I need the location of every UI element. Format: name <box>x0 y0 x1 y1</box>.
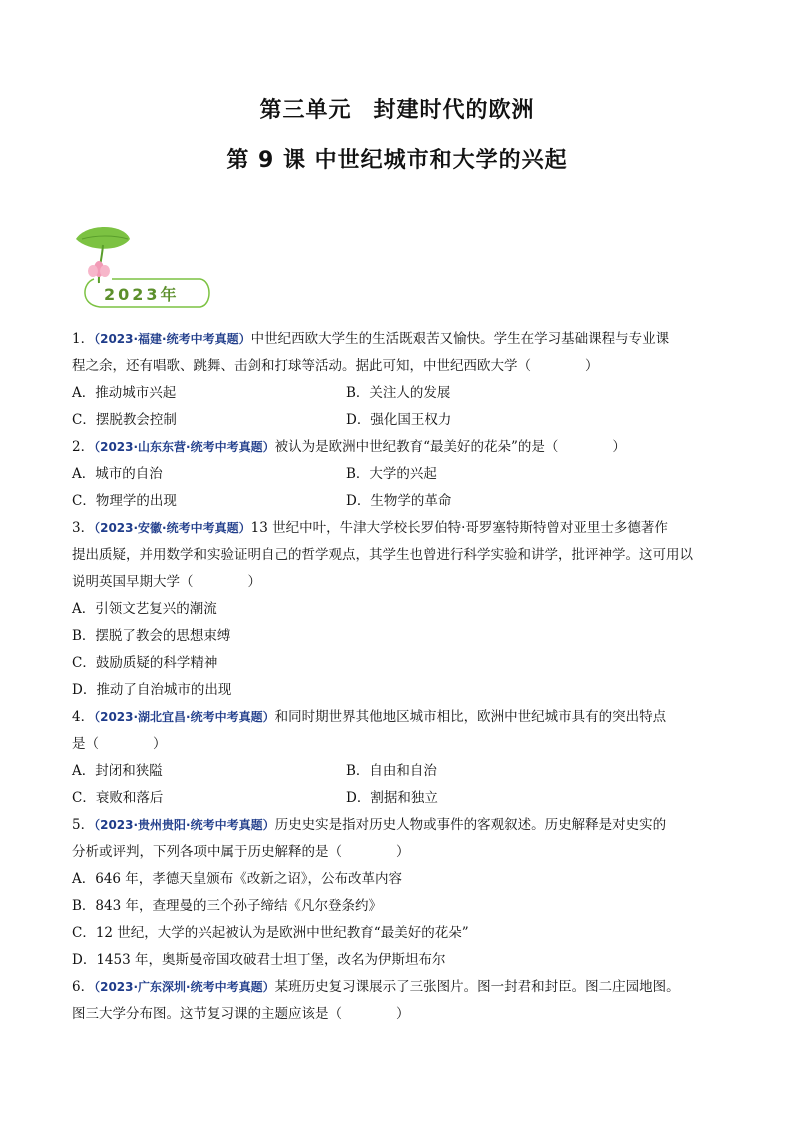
question-2: 2．（2023·山东东营·统考中考真题）被认为是欧洲中世纪教育“最美好的花朵”的是（ ） A．城市的自治 B．大学的兴起 C．物理学的出现 D．生物学的革命 <box>72 434 732 515</box>
option-c: C．物理学的出现 <box>72 493 177 509</box>
option-a: A．城市的自治 <box>72 466 163 482</box>
option-c: C．12 世纪，大学的兴起被认为是欧洲中世纪教育“最美好的花朵” <box>72 925 469 941</box>
lotus-flower-icon <box>88 261 110 277</box>
question-stem: 被认为是欧洲中世纪教育“最美好的花朵”的是（ ） <box>274 439 626 455</box>
unit-title-name: 封建时代的欧洲 <box>373 98 535 123</box>
option-b: B．摆脱了教会的思想束缚 <box>72 628 231 644</box>
option-d: D．推动了自治城市的出现 <box>72 682 232 698</box>
option-d: D．1453 年，奥斯曼帝国攻破君士坦丁堡，改名为伊斯坦布尔 <box>72 952 446 968</box>
option-d: D．割据和独立 <box>346 790 438 806</box>
option-c: C．衰败和落后 <box>72 790 164 806</box>
question-stem-line: 程之余，还有唱歌、跳舞、击剑和打球等活动。据此可知，中世纪西欧大学（ ） <box>72 358 599 374</box>
question-6: 6．（2023·广东深圳·统考中考真题）某班历史复习课展示了三张图片。图一封君和封臣。图二庄园地图。 图三大学分布图。这节复习课的主题应该是（ ） <box>72 974 732 1028</box>
question-stem-line: 分析或评判，下列各项中属于历史解释的是（ ） <box>72 844 410 860</box>
question-stem: 历史史实是指对历史人物或事件的客观叙述。历史解释是对史实的 <box>274 817 667 833</box>
question-stem: 某班历史复习课展示了三张图片。图一封君和封臣。图二庄园地图。 <box>274 979 680 995</box>
question-source: （2023·福建·统考中考真题） <box>94 332 251 346</box>
option-a: A．646 年，孝德天皇颁布《改新之诏》，公布改革内容 <box>72 871 403 887</box>
year-label: 2023年 <box>104 285 180 304</box>
option-b: B．关注人的发展 <box>346 385 451 401</box>
lesson-title: 第 9 课 中世纪城市和大学的兴起 <box>226 148 568 173</box>
question-source: （2023·湖北宜昌·统考中考真题） <box>94 710 275 724</box>
question-list <box>72 326 732 1028</box>
option-a: A．封闭和狭隘 <box>72 763 163 779</box>
question-stem-line: 提出质疑，并用数学和实验证明自己的哲学观点，其学生也曾进行科学实验和讲学，批评神学。这可用以 <box>72 547 693 563</box>
unit-title-number: 第三单元 <box>259 98 352 123</box>
question-stem: 13 世纪中叶，牛津大学校长罗伯特·哥罗塞特斯特曾对亚里士多德著作 <box>250 520 668 536</box>
unit-title <box>0 93 794 124</box>
question-stem-line: 说明英国早期大学（ ） <box>72 574 261 590</box>
option-c: C．鼓励质疑的科学精神 <box>72 655 218 671</box>
question-stem: 中世纪西欧大学生的生活既艰苦又愉快。学生在学习基础课程与专业课 <box>250 331 670 347</box>
option-a: A．推动城市兴起 <box>72 385 177 401</box>
option-b: B．大学的兴起 <box>346 466 437 482</box>
question-stem: 和同时期世界其他地区城市相比，欧洲中世纪城市具有的突出特点 <box>274 709 667 725</box>
question-3: 3．（2023·安徽·统考中考真题）13 世纪中叶，牛津大学校长罗伯特·哥罗塞特斯特曾对亚里士多德著作 提出质疑，并用数学和实验证明自己的哲学观点，其学生也曾进行科学实验和讲学，批评神学。这可用以 说明英国早期大学（ ） A．引领文艺复兴的潮流 B．摆脱了教会的思想束缚 C．鼓励质疑的科学精神 D．推动了自治城市的出现 <box>72 515 732 704</box>
option-b: B．自由和自治 <box>346 763 437 779</box>
option-d: D．生物学的革命 <box>346 493 452 509</box>
question-stem-line: 图三大学分布图。这节复习课的主题应该是（ ） <box>72 1006 410 1022</box>
question-source: （2023·安徽·统考中考真题） <box>94 521 251 535</box>
question-4: 4．（2023·湖北宜昌·统考中考真题）和同时期世界其他地区城市相比，欧洲中世纪城市具有的突出特点 是（ ） A．封闭和狭隘 B．自由和自治 C．衰败和落后 D．割据和独立 <box>72 704 732 812</box>
question-source: （2023·广东深圳·统考中考真题） <box>94 980 275 994</box>
option-c: C．摆脱教会控制 <box>72 412 177 428</box>
question-5: 5．（2023·贵州贵阳·统考中考真题）历史史实是指对历史人物或事件的客观叙述。历史解释是对史实的 分析或评判，下列各项中属于历史解释的是（ ） A．646 年，孝德天皇颁布《改新之诏》，公布改革内容 B．843 年，查理曼的三个孙子缔结《凡尔登条约》 C．12 世纪，大学的兴起被认为是欧洲中世纪教育“最美好的花朵” D．1453 年，奥斯曼帝国攻破君士坦丁堡，改名为伊斯坦布尔 <box>72 812 732 974</box>
question-stem-line: 是（ ） <box>72 736 167 752</box>
question-source: （2023·山东东营·统考中考真题） <box>94 440 275 454</box>
option-d: D．强化国王权力 <box>346 412 452 428</box>
option-a: A．引领文艺复兴的潮流 <box>72 601 217 617</box>
question-source: （2023·贵州贵阳·统考中考真题） <box>94 818 275 832</box>
option-b: B．843 年，查理曼的三个孙子缔结《凡尔登条约》 <box>72 898 382 914</box>
question-1: 1．（2023·福建·统考中考真题）中世纪西欧大学生的生活既艰苦又愉快。学生在学习基础课程与专业课 程之余，还有唱歌、跳舞、击剑和打球等活动。据此可知，中世纪西欧大学（ ） A．推动城市兴起 B．关注人的发展 C．摆脱教会控制 D．强化国王权力 <box>72 326 732 434</box>
